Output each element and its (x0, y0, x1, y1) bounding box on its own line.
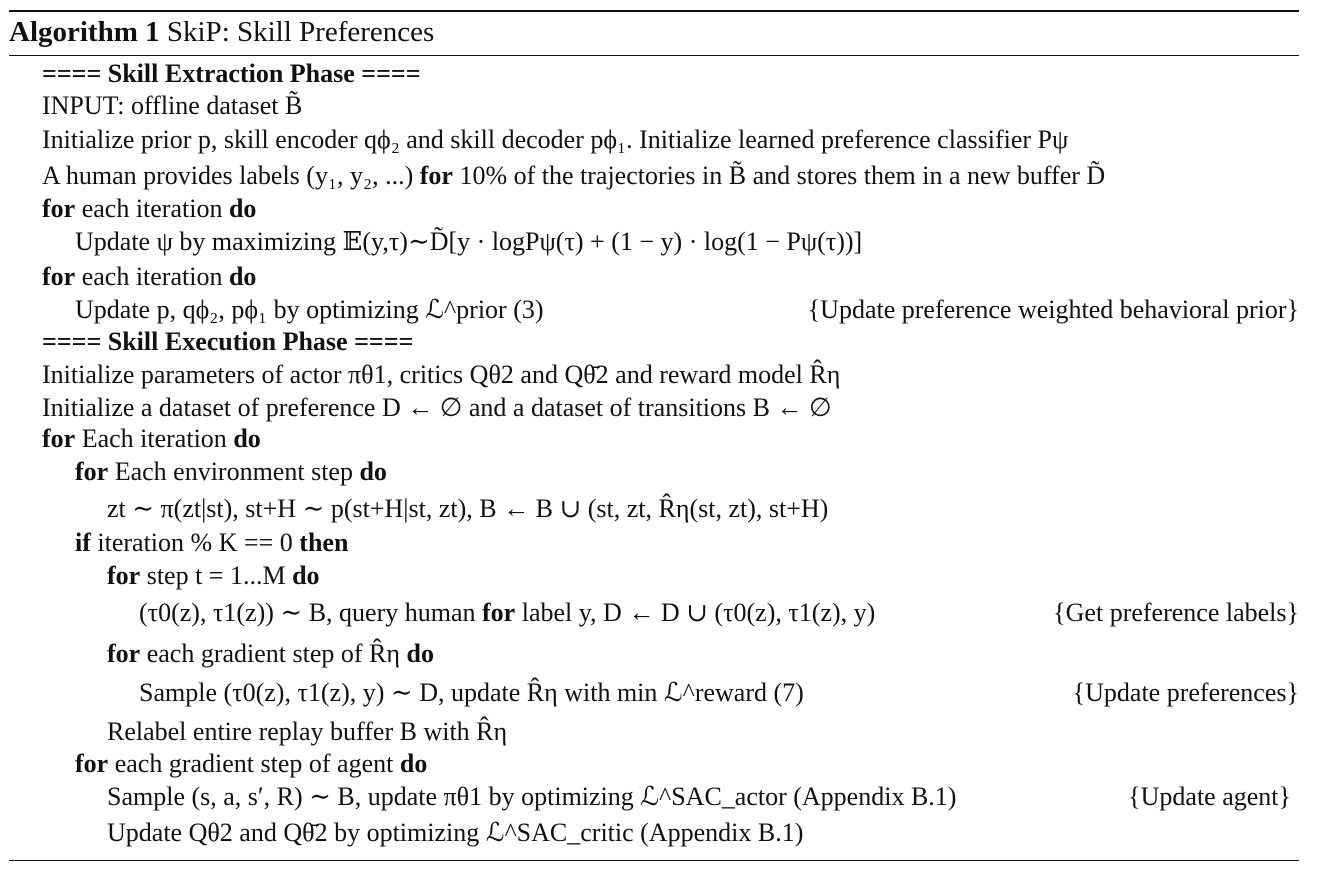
line-sample-update-actor: Sample (s, a, s′, R) ∼ B, update πθ1 by optimizing ℒ^SAC_actor (Appendix B.1) (107, 782, 957, 811)
header-rule (9, 55, 1299, 56)
line-for-each-iteration: for Each iteration do (42, 424, 261, 453)
line-skill-execution-phase: ==== Skill Execution Phase ==== (42, 327, 414, 356)
line-for-iteration-2: for each iteration do (42, 262, 257, 291)
line-sample-skill: zt ∼ π(zt|st), st+H ∼ p(st+H|st, zt), B ← B ∪ (st, zt, R̂η(st, zt), st+H) (107, 494, 829, 523)
line-initialize-actor: Initialize parameters of actor πθ1, critics Qθ2 and Qθ̄2 and reward model R̂η (42, 360, 841, 389)
comment-update-agent: {Update agent} (1128, 782, 1291, 811)
algorithm-label: Algorithm 1 (9, 16, 160, 48)
line-human-labels: A human provides labels (y₁, y₂, ...) for 10% of the trajectories in B̃ and stores them in a new buffer D̃ (42, 161, 1106, 190)
comment-update-preferences: {Update preferences} (1072, 678, 1299, 707)
line-initialize-datasets: Initialize a dataset of preference D ← ∅ and a dataset of transitions B ← ∅ (42, 393, 832, 422)
comment-get-labels: {Get preference labels} (1053, 598, 1299, 627)
line-update-psi: Update ψ by maximizing 𝔼(y,τ)∼D̃[y · logPψ(τ) + (1 − y) · log(1 − Pψ(τ))] (75, 227, 863, 256)
line-initialize-prior: Initialize prior p, skill encoder qϕ₂ and skill decoder pϕ₁. Initialize learned preference classifier Pψ (42, 125, 1069, 154)
line-skill-extraction-phase: ==== Skill Extraction Phase ==== (42, 59, 421, 88)
line-query-human: (τ0(z), τ1(z)) ∼ B, query human for label y, D ← D ∪ (τ0(z), τ1(z), y) (139, 598, 876, 627)
line-relabel-buffer: Relabel entire replay buffer B with R̂η (107, 717, 508, 746)
line-if-iteration: if iteration % K == 0 then (75, 528, 349, 557)
line-for-gradient-reward: for each gradient step of R̂η do (107, 639, 434, 668)
line-for-gradient-agent: for each gradient step of agent do (75, 749, 428, 778)
comment-update-prior: {Update preference weighted behavioral prior} (807, 295, 1299, 324)
line-update-prior: Update p, qϕ₂, pϕ₁ by optimizing ℒ^prior (3) (75, 295, 544, 324)
algorithm-title: SkiP: Skill Preferences (166, 16, 435, 48)
line-update-critics: Update Qθ2 and Qθ̄2 by optimizing ℒ^SAC_critic (Appendix B.1) (107, 818, 804, 847)
bottom-rule (9, 860, 1299, 861)
algorithm-header (9, 14, 434, 50)
line-for-iteration-1: for each iteration do (42, 194, 257, 223)
line-for-step: for step t = 1...M do (107, 561, 320, 590)
line-input: INPUT: offline dataset B̃ (42, 91, 303, 120)
top-rule (9, 10, 1299, 12)
line-sample-update-reward: Sample (τ0(z), τ1(z), y) ∼ D, update R̂η with min ℒ^reward (7) (139, 678, 804, 707)
line-for-env-step: for Each environment step do (75, 457, 387, 486)
